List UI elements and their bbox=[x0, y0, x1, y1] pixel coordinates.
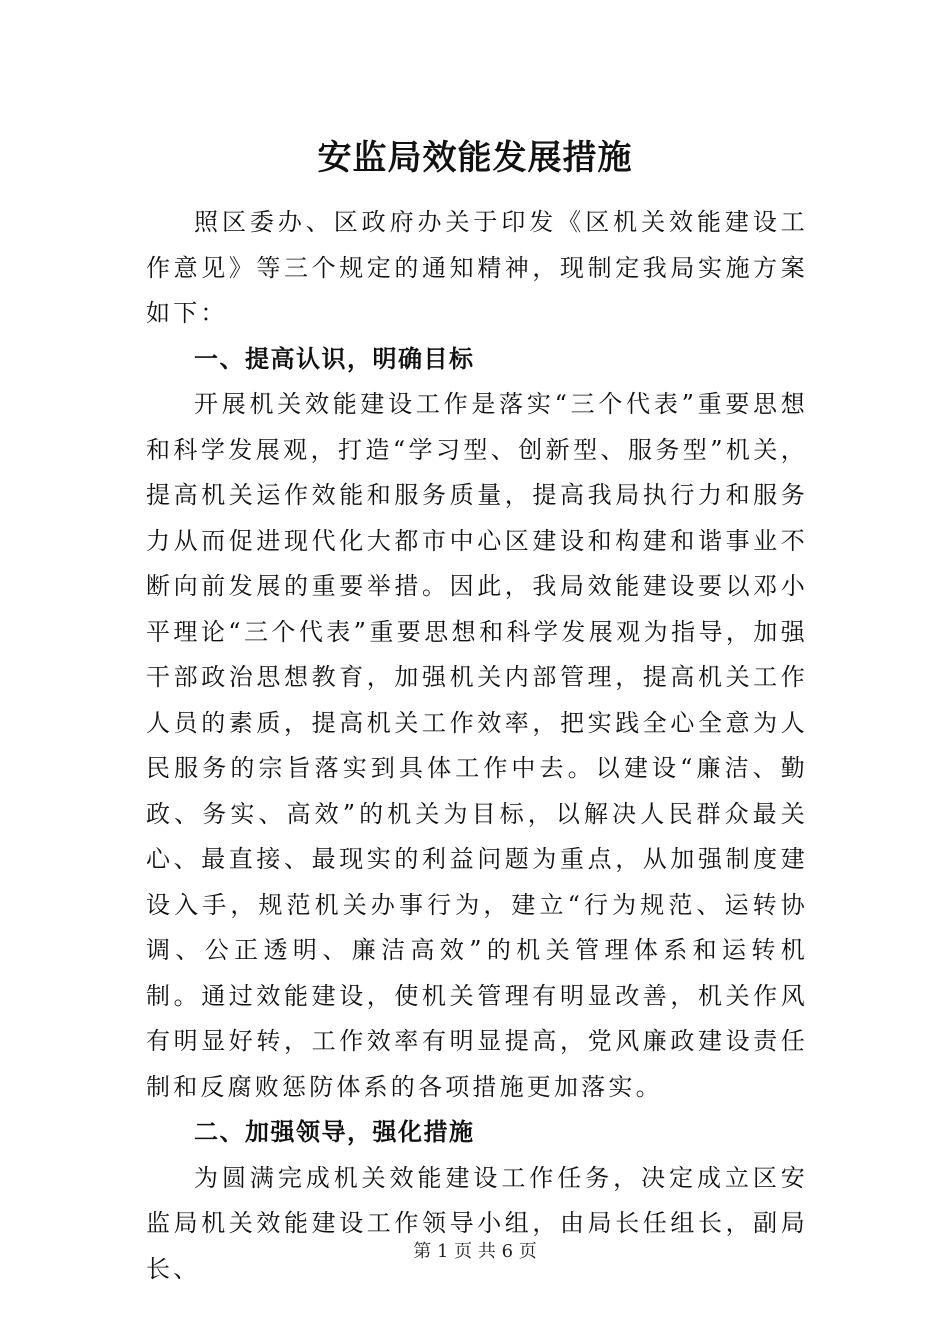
section-2-heading: 二、加强领导，强化措施 bbox=[194, 1118, 475, 1146]
document-title: 安监局效能发展措施 bbox=[317, 138, 633, 178]
document-body bbox=[146, 200, 808, 1292]
section-1-paragraph: 开展机关效能建设工作是落实“三个代表”重要思想和科学发展观，打造“学习型、创新型、服务型”机关，提高机关运作效能和服务质量，提高我局执行力和服务力从而促进现代化大都市中心区建设和构建和谐事业不断向前发展的重要举措。因此，我局效能建设要以邓小平理论“三个代表”重要思想和科学发展观为指导，加强干部政治思想教育，加强机关内部管理，提高机关工作人员的素质，提高机关工作效率，把实践全心全意为人民服务的宗旨落实到具体工作中去。以建设“廉洁、勤政、务实、高效”的机关为目标，以解决人民群众最关心、最直接、最现实的利益问题为重点，从加强制度建设入手，规范机关办事行为，建立“行为规范、运转协调、公正透明、廉洁高效”的机关管理体系和运转机制。通过效能建设，使机关管理有明显改善，机关作风有明显好转，工作效率有明显提高，党风廉政建设责任制和反腐败惩防体系的各项措施更加落实。 bbox=[146, 390, 808, 1101]
page-footer: 第 1 页 共 6 页 bbox=[413, 1241, 537, 1262]
intro-paragraph: 照区委办、区政府办关于印发《区机关效能建设工作意见》等三个规定的通知精神，现制定我局实施方案如下： bbox=[146, 208, 808, 327]
section-1-heading: 一、提高认识，明确目标 bbox=[194, 344, 475, 373]
section-2-paragraph: 为圆满完成机关效能建设工作任务，决定成立区安监局机关效能建设工作领导小组，由局长任组长，副局长、 bbox=[146, 1163, 808, 1283]
